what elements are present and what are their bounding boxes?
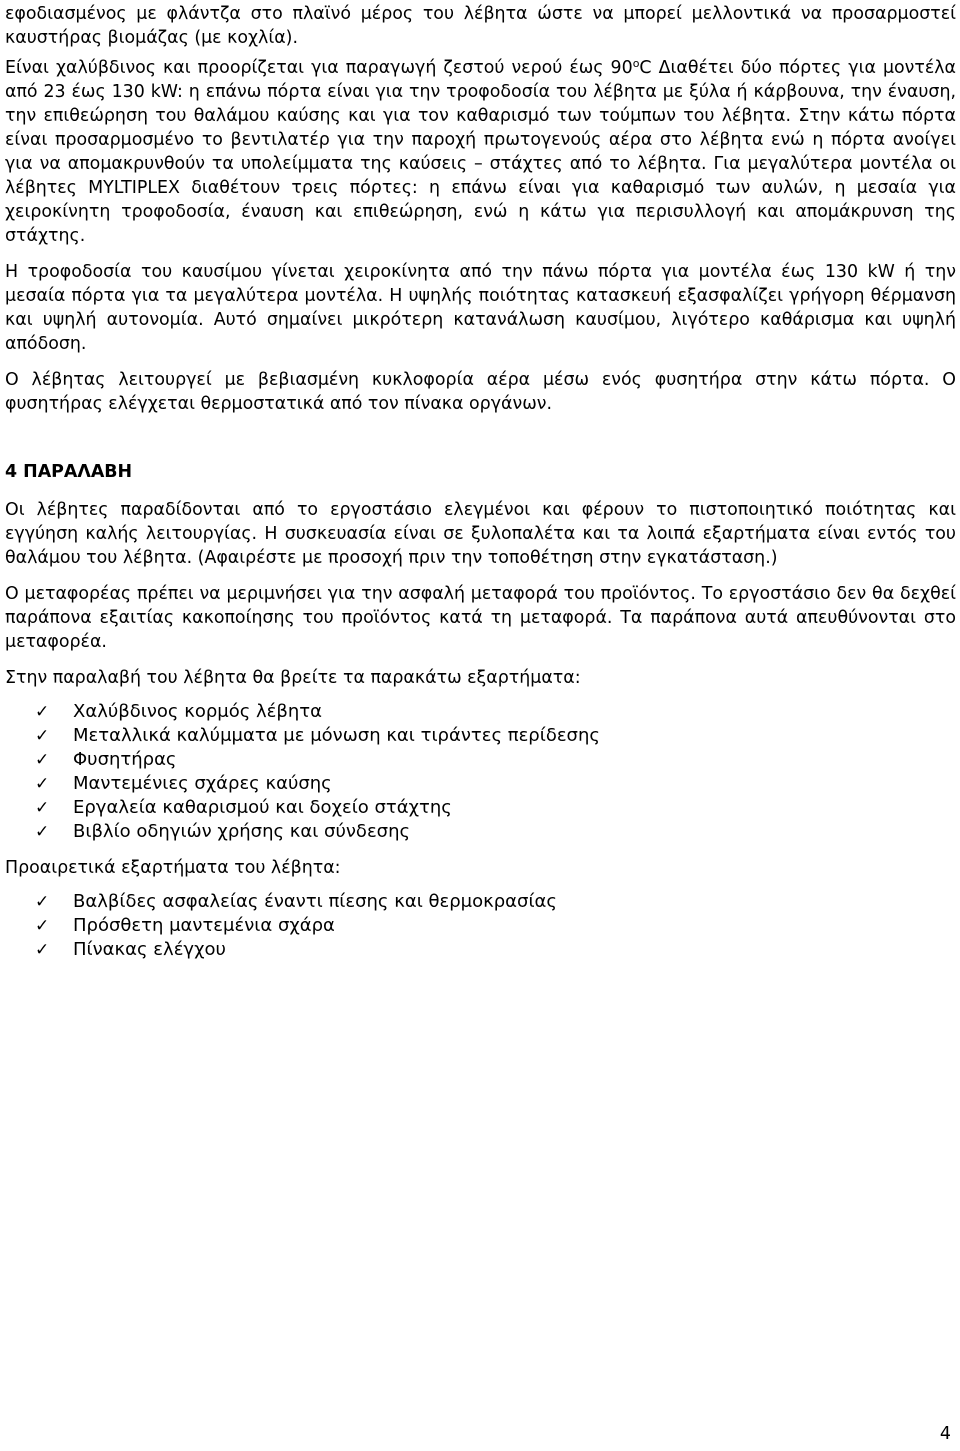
list-item-label: Πρόσθετη μαντεμένια σχάρα: [73, 915, 335, 936]
list-item: [5, 890, 956, 914]
transport-paragraph: Ο μεταφορέας πρέπει να μεριμνήσει για την ασφαλή μεταφορά του προϊόντος. Το εργοστάσιο δεν θα δεχθεί παράπονα εξαιτίας κακοποίησης του προϊόντος κατά τη μεταφορά. Τα παράπονα αυτά απευθύνονται στο μεταφορέα.: [5, 584, 956, 652]
checkmark-icon: ✓: [35, 750, 50, 770]
checkmark-icon: ✓: [35, 726, 50, 746]
list-item: [5, 748, 956, 772]
page-number: 4: [939, 1424, 951, 1444]
delivery-paragraph: Οι λέβητες παραδίδονται από το εργοστάσιο ελεγμένοι και φέρουν το πιστοποιητικό ποιότητας και εγγύηση καλής λειτουργίας. Η συσκευασία είναι σε ξυλοπαλέτα και τα λοιπά εξαρτήματα είναι εντός του θαλάμου του λέβητα. (Αφαιρέστε με προσοχή πριν την τοποθέτηση στην εγκατάσταση.): [5, 500, 956, 568]
fuel-feeding-paragraph: Η τροφοδοσία του καυσίμου γίνεται χειροκίνητα από την πάνω πόρτα για μοντέλα έως 130 kW ή την μεσαία πόρτα για τα μεγαλύτερα μοντέλα. Η υψηλής ποιότητας κατασκευή εξασφαλίζει γρήγορη θέρμανση και υψηλή αυτονομία. Αυτό σημαίνει μικρότερη κατανάλωση καυσίμου, λιγότερο καθάρισμα και υψηλή απόδοση.: [5, 262, 956, 354]
checkmark-icon: ✓: [35, 940, 50, 960]
list-item-label: Χαλύβδινος κορμός λέβητα: [73, 701, 322, 722]
list-item-label: Μαντεμένιες σχάρες καύσης: [73, 773, 332, 794]
document-page: [5, 2, 956, 974]
boiler-description-paragraph: [5, 56, 956, 248]
list-item-label: Βαλβίδες ασφαλείας έναντι πίεσης και θερμοκρασίας: [73, 891, 557, 912]
included-items-intro: Στην παραλαβή του λέβητα θα βρείτε τα παρακάτω εξαρτήματα:: [5, 668, 581, 688]
included-items-list: [5, 700, 956, 844]
checkmark-icon: ✓: [35, 822, 50, 842]
intro-continuation: εφοδιασμένος με φλάντζα στο πλαϊνό μέρος του λέβητα ώστε να μπορεί μελλοντικά να προσαρμοστεί καυστήρας βιομάζας (με κοχλία).: [5, 4, 956, 48]
degree-superscript: ο: [632, 57, 640, 70]
list-item-label: Μεταλλικά καλύμματα με μόνωση και τιράντες περίδεσης: [73, 725, 600, 746]
forced-air-paragraph: Ο λέβητας λειτουργεί με βεβιασμένη κυκλοφορία αέρα μέσω ενός φυσητήρα στην κάτω πόρτα. Ο φυσητήρας ελέγχεται θερμοστατικά από τον πίνακα οργάνων.: [5, 370, 956, 414]
spacer: [5, 416, 956, 438]
boiler-description-part-1: Είναι χαλύβδινος και προορίζεται για παραγωγή ζεστού νερού έως 90: [5, 58, 633, 78]
list-item-label: Πίνακας ελέγχου: [73, 939, 226, 960]
checkmark-icon: ✓: [35, 774, 50, 794]
list-item: [5, 938, 956, 962]
list-item: [5, 724, 956, 748]
list-item-label: Βιβλίο οδηγιών χρήσης και σύνδεσης: [73, 821, 411, 842]
list-item-label: Φυσητήρας: [73, 749, 177, 770]
checkmark-icon: ✓: [35, 702, 50, 722]
checkmark-icon: ✓: [35, 798, 50, 818]
list-item: [5, 700, 956, 724]
boiler-description-part-2: C Διαθέτει δύο πόρτες για μοντέλα από 23 έως 130 kW: η επάνω πόρτα είναι για την τροφοδοσία του λέβητα με ξύλα ή κάρβουνα, την έναυση, την επιθεώρηση του θαλάμου καύσης και για τον καθαρισμό των τούμπων του λέβητα. Στην κάτω πόρτα είναι προσαρμοσμένο το βεντιλατέρ για την παροχή πρωτογενούς αέρα στο λέβητα ενώ η πόρτα ανοίγει για να απομακρυνθούν τα υπολείμματα της καύσεις – στάχτες από το λέβητα. Για μεγαλύτερα μοντέλα οι λέβητες MYLTIPLEX διαθέτουν τρεις πόρτες: η επάνω είναι για καθαρισμό των αυλών, η μεσαία για χειροκίνητη τροφοδοσία, έναυση και επιθεώρηση, ενώ η κάτω για περισυλλογή και απομάκρυνση της στάχτης.: [5, 58, 956, 246]
list-item-label: Εργαλεία καθαρισμού και δοχείο στάχτης: [73, 797, 452, 818]
list-item: [5, 772, 956, 796]
list-item: [5, 820, 956, 844]
section-heading-receipt: 4 ΠΑΡΑΛΑΒΗ: [5, 462, 133, 482]
optional-items-list: [5, 890, 956, 962]
checkmark-icon: ✓: [35, 892, 50, 912]
list-item: [5, 914, 956, 938]
checkmark-icon: ✓: [35, 916, 50, 936]
list-item: [5, 796, 956, 820]
optional-items-intro: Προαιρετικά εξαρτήματα του λέβητα:: [5, 858, 341, 878]
spacer: [5, 438, 956, 460]
